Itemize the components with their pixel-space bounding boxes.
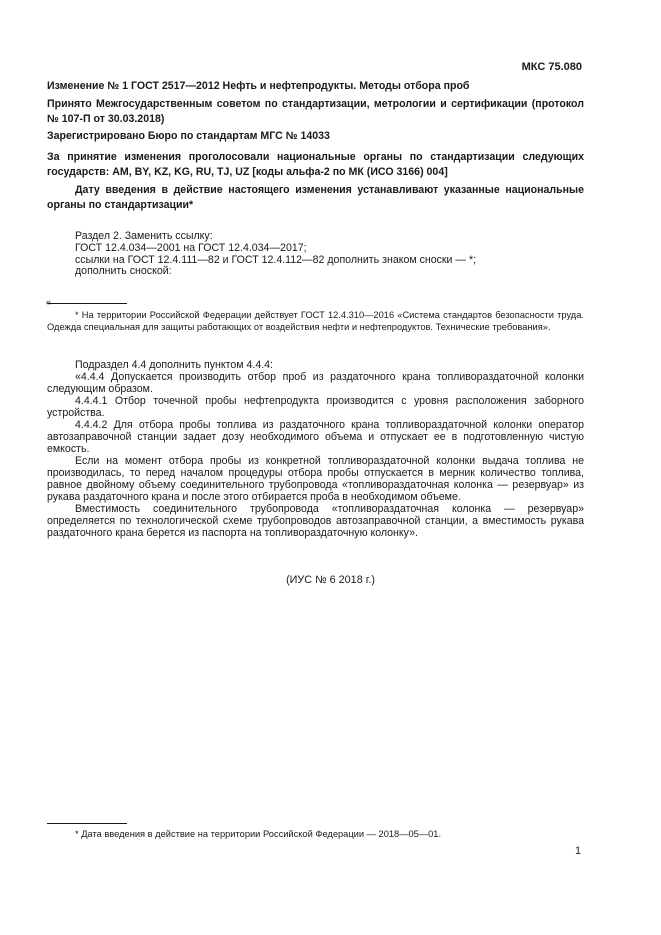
section2-line: ГОСТ 12.4.034—2001 на ГОСТ 12.4.034—2017; [75, 241, 307, 254]
effective-date-statement [47, 183, 584, 212]
section2-line: Раздел 2. Заменить ссылку: [75, 230, 213, 242]
paragraph: Вместимость соединительного трубопровода «топливораздаточная колонка — резервуар» определяется по технологической схеме трубопроводов автозаправочной станции, а вместимость рукава раздаточного крана берется из паспорта на топливораздаточную колонку». [47, 503, 584, 539]
source-reference: (ИУС № 6 2018 г.) [286, 574, 375, 586]
adopted-statement: Принято Межгосударственным советом по стандартизации, метрологии и сертификации (протокол № 107-П от 30.03.2018) [47, 98, 584, 125]
paragraph: Подраздел 4.4 дополнить пунктом 4.4.4: [75, 359, 273, 371]
page-number: 1 [574, 845, 581, 857]
page-footnote [47, 829, 584, 841]
classification-code: МКС 75.080 [521, 61, 582, 73]
inserted-footnote [47, 310, 584, 333]
registration-statement: Зарегистрировано Бюро по стандартам МГС № 14033 [47, 130, 330, 142]
paragraph: 4.4.4.2 Для отбора пробы топлива из раздаточного крана топливораздаточной колонки оператор автозаправочной станции задает дозу необходимого объема и отпускает ее в подготовленную чистую емкость. [47, 419, 584, 455]
section2-line: ссылки на ГОСТ 12.4.111—82 и ГОСТ 12.4.112—82 дополнить знаком сноски — *; [75, 253, 477, 266]
page-footnote-rule [47, 823, 127, 824]
paragraph: 4.4.4.1 Отбор точечной пробы нефтепродукта производится с уровня расположения заборного устройства. [47, 395, 584, 419]
paragraph: Если на момент отбора пробы из конкретной топливораздаточной колонки выдача топлива не производилась, то перед началом процедуры отбора пробы отпускается в мерник количество топлива, равное двойному объему соединительного трубопровода «топливораздаточная колонка — резервуар» из рукава раздаточного крана и после этого отбирается проба в необходимом объеме. [47, 455, 584, 503]
inserted-footnote-rule [47, 303, 127, 304]
page-footnote-text: * Дата введения в действие на территории Российской Федерации — 2018—05—01. [75, 829, 442, 839]
amendment-title: Изменение № 1 ГОСТ 2517—2012 Нефть и нефтепродукты. Методы отбора проб [47, 80, 470, 92]
voting-statement: За принятие изменения проголосовали национальные органы по стандартизации следующих государств: AM, BY, KZ, KG, RU, TJ, UZ [коды альфа-2 по МК (ИСО 3166) 004] [47, 151, 584, 178]
effective-date-text: Дату введения в действие настоящего изменения устанавливают указанные национальные органы по стандартизации* [47, 184, 584, 211]
subsection-4-4 [47, 359, 584, 539]
inserted-footnote-text: * На территории Российской Федерации действует ГОСТ 12.4.310—2016 «Система стандартов безопасности труда. Одежда специальная для защиты работающих от воздействия нефти и нефтепродуктов. Технические требования». [47, 310, 584, 332]
opening-quote: « [46, 297, 52, 307]
section2-line: дополнить сноской: [75, 265, 172, 278]
section2-changes [75, 231, 584, 278]
paragraph: «4.4.4 Допускается производить отбор проб из раздаточного крана топливораздаточной колонки следующим образом. [47, 371, 584, 395]
